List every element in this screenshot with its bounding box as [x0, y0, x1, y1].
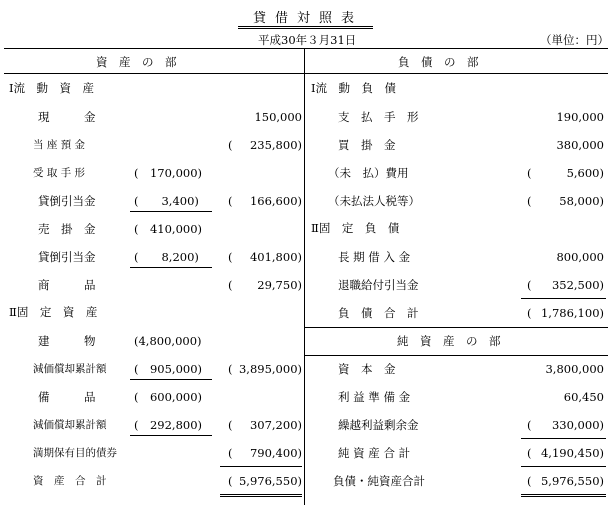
liability-open-paren: ( — [527, 194, 532, 208]
equity-open-paren: ( — [527, 474, 532, 488]
allowance-1-underline — [130, 211, 212, 212]
asset-open-paren: ( — [228, 362, 233, 376]
equity-subtotal-rule — [521, 438, 606, 439]
equity-heading-bottom-rule — [305, 355, 608, 356]
top-border — [4, 48, 608, 49]
asset-label: 満期保有目的債券 — [33, 447, 117, 459]
liability-label: 支 払 手 形 — [338, 110, 419, 124]
asset-mid-amount: ( 410,000) — [134, 222, 203, 236]
asset-mid-amount: (4,800,000) — [134, 334, 202, 348]
sheet-title: 貸借対照表 — [253, 11, 364, 26]
current-liabilities-heading: Ⅰ流 動 負 債 — [311, 81, 397, 95]
asset-label: 貸倒引当金 — [38, 194, 96, 208]
asset-label: 減価償却累計額 — [33, 419, 107, 431]
assets-heading: 資 産 の 部 — [96, 55, 177, 69]
liab-equity-total-double-1 — [521, 494, 606, 495]
assets-total-double-1 — [220, 494, 302, 495]
equity-amount: 3,800,000 — [545, 362, 604, 376]
asset-label: 売 掛 金 — [38, 222, 96, 236]
equity-amount: 4,190,450) — [540, 446, 604, 460]
asset-open-paren: ( — [228, 474, 233, 488]
liability-amount: 352,500) — [551, 278, 604, 292]
equity-amount: 330,000) — [551, 418, 604, 432]
asset-label: 資 産 合 計 — [33, 475, 107, 487]
liability-label: 買 掛 金 — [338, 138, 396, 152]
asset-mid-amount: ( 292,800) — [134, 418, 203, 432]
title-underline-1 — [238, 26, 373, 27]
asset-amount: 5,976,550) — [238, 474, 302, 488]
equity-open-paren: ( — [527, 446, 532, 460]
liability-open-paren: ( — [527, 306, 532, 320]
title-underline-2 — [238, 28, 373, 29]
center-divider — [304, 48, 305, 505]
asset-label: 減価償却累計額 — [33, 363, 107, 375]
liability-label: 退職給付引当金 — [338, 278, 419, 292]
liability-amount: 190,000 — [556, 110, 604, 124]
liability-label: 長 期 借 入 金 — [338, 250, 411, 264]
asset-label: 現 金 — [38, 110, 96, 124]
liab-equity-total-rule — [521, 466, 606, 467]
asset-amount: 790,400) — [249, 446, 302, 460]
equity-label: 繰越利益剰余金 — [338, 418, 419, 432]
statement-date: 平成30年３月31日 — [258, 33, 357, 47]
equity-heading-top-rule — [305, 327, 608, 328]
asset-label: 建 物 — [38, 334, 96, 348]
asset-label: 備 品 — [38, 390, 96, 404]
equity-label: 資 本 金 — [338, 362, 396, 376]
liability-amount: 800,000 — [556, 250, 604, 264]
assets-total-double-2 — [220, 496, 302, 497]
liability-amount: 58,000) — [559, 194, 604, 208]
asset-open-paren: ( — [228, 278, 233, 292]
depreciation-1-underline — [130, 379, 212, 380]
equity-label: 利 益 準 備 金 — [338, 390, 411, 404]
asset-amount: 307,200) — [249, 418, 302, 432]
heading-rule — [4, 73, 608, 74]
fixed-liabilities-heading: Ⅱ固 定 負 債 — [311, 221, 400, 235]
liabilities-subtotal-rule — [521, 298, 606, 299]
asset-label: 受 取 手 形 — [33, 167, 86, 179]
asset-amount: 401,800) — [249, 250, 302, 264]
equity-amount: 60,450 — [563, 390, 604, 404]
assets-total-rule — [220, 466, 302, 467]
asset-label: 当 座 預 金 — [33, 139, 86, 151]
unit-label: （単位：円） — [540, 33, 609, 47]
equity-open-paren: ( — [527, 418, 532, 432]
asset-mid-amount: ( 905,000) — [134, 362, 203, 376]
liability-label: （未 払）費用 — [328, 166, 409, 180]
liability-open-paren: ( — [527, 278, 532, 292]
asset-open-paren: ( — [228, 194, 233, 208]
asset-open-paren: ( — [228, 418, 233, 432]
asset-open-paren: ( — [228, 250, 233, 264]
asset-mid-amount: ( 3,400) — [134, 194, 199, 208]
equity-amount: 5,976,550) — [540, 474, 604, 488]
asset-mid-amount: ( 8,200) — [134, 250, 199, 264]
asset-amount: 166,600) — [249, 194, 302, 208]
asset-amount: 150,000 — [254, 110, 302, 124]
liability-open-paren: ( — [527, 166, 532, 180]
equity-label: 負債・純資産合計 — [333, 474, 425, 488]
current-assets-heading: Ⅰ流 動 資 産 — [9, 81, 95, 95]
liability-amount: 5,600) — [566, 166, 604, 180]
allowance-2-underline — [130, 267, 212, 268]
equity-heading: 純 資 産 の 部 — [397, 334, 501, 348]
asset-open-paren: ( — [228, 138, 233, 152]
depreciation-2-underline — [130, 435, 212, 436]
asset-amount: 29,750) — [257, 278, 302, 292]
asset-label: 貸倒引当金 — [38, 250, 96, 264]
asset-amount: 3,895,000) — [238, 362, 302, 376]
asset-mid-amount: ( 600,000) — [134, 390, 203, 404]
asset-open-paren: ( — [228, 446, 233, 460]
liability-label: （未払法人税等） — [328, 194, 420, 208]
asset-label: 商 品 — [38, 278, 96, 292]
liability-label: 負 債 合 計 — [338, 306, 419, 320]
equity-label: 純 資 産 合 計 — [338, 446, 411, 460]
liab-equity-total-double-2 — [521, 496, 606, 497]
liability-amount: 380,000 — [556, 138, 604, 152]
fixed-assets-heading: Ⅱ固 定 資 産 — [9, 305, 98, 319]
liabilities-heading: 負 債 の 部 — [398, 55, 479, 69]
asset-mid-amount: ( 170,000) — [134, 166, 203, 180]
liability-amount: 1,786,100) — [540, 306, 604, 320]
asset-amount: 235,800) — [249, 138, 302, 152]
